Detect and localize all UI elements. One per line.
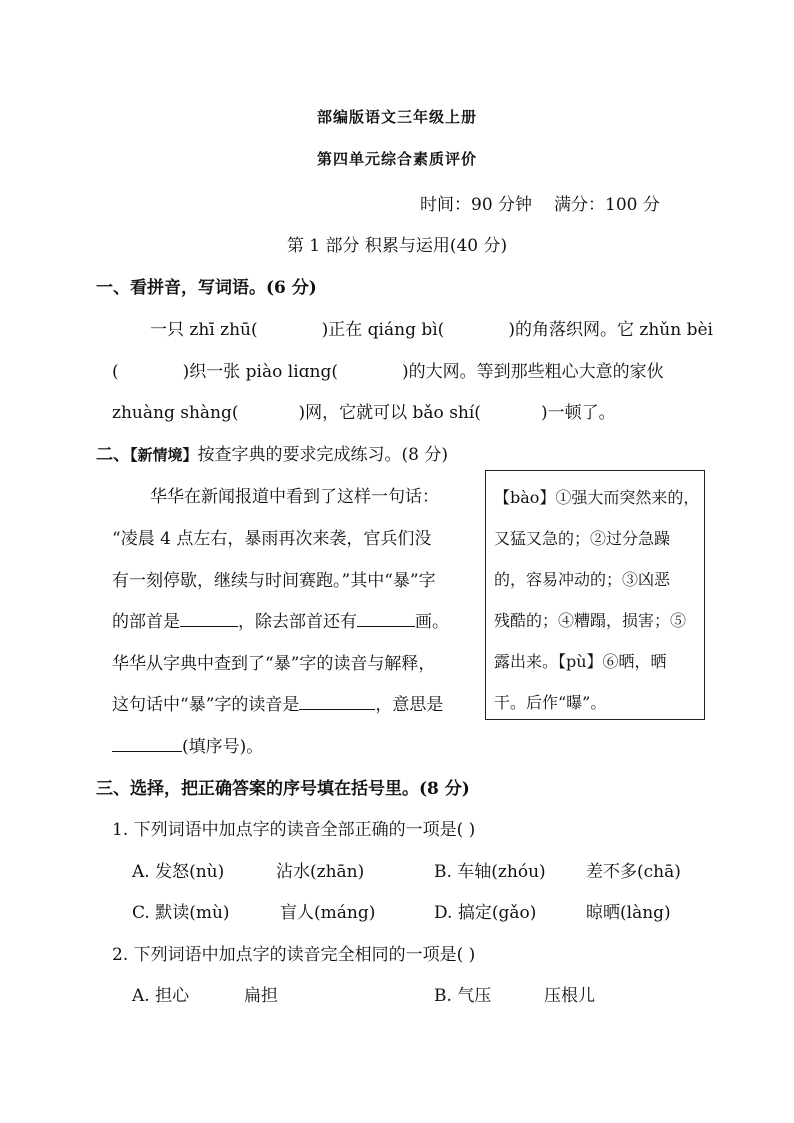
- dictionary-line: 残酷的；④糟蹋，损害；⑤: [494, 611, 687, 630]
- option-a-word2: 扁担: [244, 986, 278, 1006]
- answer-underline[interactable]: [112, 737, 182, 752]
- section2-text-line: 华华在新闻报道中看到了这样一句话：: [150, 487, 439, 507]
- section1-line2: ( )织一张 piào liɑng( )的大网。等到那些粗心大意的家伙: [112, 362, 664, 382]
- section2-text-line: (填序号)。: [112, 732, 263, 757]
- new-context-tag: 【新情境】: [130, 446, 198, 464]
- option-c[interactable]: C. 默读(mù): [132, 903, 230, 923]
- question-2: 2. 下列词语中加点字的读音完全相同的一项是( ): [112, 945, 476, 965]
- dictionary-line: 的，容易冲动的；③凶恶: [494, 570, 671, 589]
- dictionary-line: 【bào】①强大而突然来的，: [494, 488, 700, 507]
- option-b[interactable]: B. 车轴(zhóu): [434, 862, 546, 882]
- section1-heading: 一、看拼音，写词语。(6 分): [96, 278, 317, 298]
- option-d-word2: 晾晒(làng): [586, 903, 671, 923]
- doc-subtitle: 第四单元综合素质评价: [316, 150, 477, 168]
- section2-text-line: 的部首是 ，除去部首还有 画。: [112, 612, 449, 632]
- doc-title: 部编版语文三年级上册: [316, 108, 477, 126]
- option-a[interactable]: A. 发怒(nù): [132, 862, 225, 882]
- dictionary-line: 干。后作“曝”。: [494, 693, 607, 712]
- exam-score: 满分：100 分: [554, 195, 660, 215]
- section1-line1: 一只 zhī zhū( )正在 qiáng bì( )的角落织网。它 zhǔn bèi: [150, 320, 713, 340]
- answer-underline[interactable]: [357, 612, 415, 627]
- option-b[interactable]: B. 气压: [434, 986, 492, 1006]
- section2-text-line: 华华从字典中查到了“暴”字的读音与解释，: [112, 654, 436, 674]
- option-c-word2: 盲人(máng): [280, 903, 376, 923]
- exam-time: 时间：90 分钟: [420, 195, 533, 215]
- section2-text-line: “凌晨 4 点左右，暴雨再次来袭，官兵们没: [112, 529, 432, 549]
- section2-heading: 二、【新情境】按查字典的要求完成练习。(8 分): [96, 445, 448, 465]
- dictionary-line: 露出来。【pù】⑥晒，晒: [494, 652, 667, 671]
- section3-heading: 三、选择，把正确答案的序号填在括号里。(8 分): [96, 779, 470, 799]
- exam-meta: [420, 190, 660, 215]
- option-a[interactable]: A. 担心: [132, 986, 190, 1006]
- section1-line3: zhuàng shàng( )网，它就可以 bǎo shí( )一顿了。: [112, 403, 616, 423]
- dictionary-line: 又猛又急的；②过分急躁: [494, 529, 671, 548]
- part1-title: 第 1 部分 积累与运用(40 分): [286, 236, 508, 256]
- option-a-word2: 沾水(zhān): [276, 862, 365, 882]
- answer-underline[interactable]: [299, 695, 375, 710]
- option-b-word2: 压根儿: [544, 986, 595, 1006]
- answer-underline[interactable]: [180, 612, 238, 627]
- section2-text-line: 这句话中“暴”字的读音是 ，意思是: [112, 695, 444, 715]
- option-b-word2: 差不多(chā): [586, 862, 681, 882]
- dictionary-entry-box: [485, 470, 705, 720]
- section2-text-line: 有一刻停歇，继续与时间赛跑。”其中“暴”字: [112, 571, 436, 591]
- question-1: 1. 下列词语中加点字的读音全部正确的一项是( ): [112, 820, 476, 840]
- option-d[interactable]: D. 搞定(gǎo): [434, 903, 537, 923]
